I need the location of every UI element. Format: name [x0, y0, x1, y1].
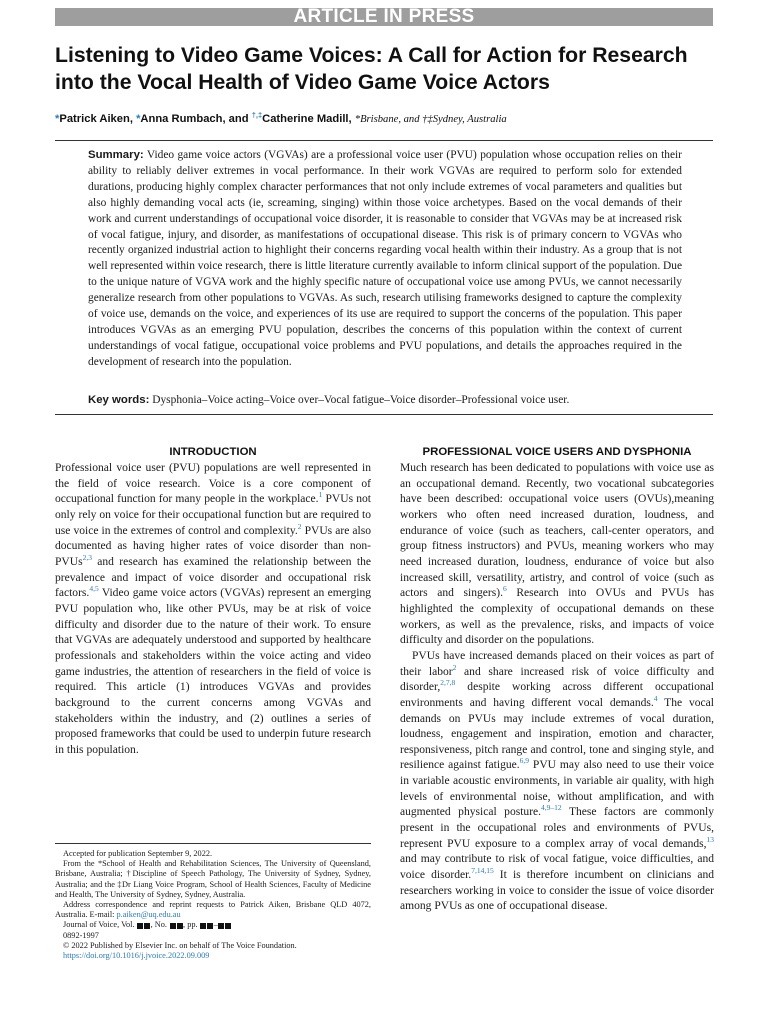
author-2-mark: *	[136, 113, 141, 125]
email-link[interactable]: p.aiken@uq.edu.au	[116, 910, 181, 920]
ref-link[interactable]: 4	[653, 694, 658, 703]
abstract-bottom-rule	[55, 414, 713, 415]
abstract-top-rule	[55, 140, 713, 141]
ref-link[interactable]: 13	[706, 834, 714, 844]
pvu-dysphonia-body	[400, 461, 714, 915]
correspondence-note: Address correspondence and reprint requests to Patrick Aiken, Brisbane QLD 4072, Australia. E-mail: p.aiken@uq.edu.au	[55, 900, 371, 920]
ref-link[interactable]: 4,9–12	[541, 803, 562, 813]
article-in-press-banner: ARTICLE IN PRESS	[55, 8, 713, 26]
ref-link[interactable]: 7,14,15	[471, 866, 494, 876]
doi-link[interactable]: https://doi.org/10.1016/j.jvoice.2022.09.009	[63, 951, 210, 961]
summary-label: Summary:	[88, 149, 144, 161]
author-2-name: Anna Rumbach, and	[140, 113, 249, 125]
author-line	[55, 110, 725, 125]
footnote-rule	[55, 843, 371, 844]
pvu-paragraph-1: Much research has been dedicated to populations with voice use as an occupational demand. Recently, two vocational subcategories have been described: occupational voice users (OVUs),meaning workers who often need increased duration, loudness, and endurance of voice (such as teachers, call-center operators, and group fitness instructors) and PVUs, meaning workers who may need increased duration, loudness, endurance of voice but also increased skill, versatility, artistry, and control of voice (such as actors and singers).$^6$ Research into OVUs and PVUs has highlighted the complexity of occupational demands on these workers, as well as the prevalence, risks, and impacts of voice difficulty and disorder on the populations.	[400, 462, 714, 647]
author-affiliation: *Brisbane, and †‡Sydney, Australia	[354, 114, 507, 125]
author-3-name: Catherine Madill,	[262, 113, 352, 125]
ref-link[interactable]: 2	[297, 521, 302, 531]
ref-link[interactable]: 2,7,8	[440, 678, 456, 688]
issn: 0892-1997	[63, 930, 99, 940]
ref-link[interactable]: 6,9	[519, 756, 530, 766]
copyright: © 2022 Published by Elsevier Inc. on behalf of The Voice Foundation.	[63, 940, 297, 950]
introduction-body	[55, 461, 371, 758]
author-1-mark: *	[55, 113, 60, 125]
article-footnote	[55, 849, 371, 961]
article-title: Listening to Video Game Voices: A Call for Action for Research into the Vocal Health of Video Game Voice Actors	[55, 44, 688, 94]
accepted-date: Accepted for publication September 9, 2022.	[63, 849, 213, 858]
author-1-name: Patrick Aiken,	[59, 113, 133, 125]
introduction-heading: INTRODUCTION	[169, 446, 257, 458]
affiliations-note: From the *School of Health and Rehabilitation Sciences, The University of Queensland, Brisbane, Australia; †Discipline of Speech Pathology, The University of Sydney, Sydney, Australia; and the ‡Dr Liang Voice Program, School of Health Sciences, Faculty of Medicine and Health, The University of Sydney, Sydney, Australia.	[55, 859, 371, 899]
ref-link[interactable]: 2	[452, 662, 457, 672]
ref-link[interactable]: 4,5	[89, 584, 99, 594]
pvu-dysphonia-heading: PROFESSIONAL VOICE USERS AND DYSPHONIA	[422, 446, 692, 458]
ref-link[interactable]: 2,3	[82, 553, 92, 563]
journal-citation: Journal of Voice, Vol. , No. , pp. –	[55, 920, 371, 930]
pvu-paragraph-2: PVUs have increased demands placed on their voices as part of their labor$^2$ and share increased risk of voice difficulty and disorder,$^{2,7,8}$ despite working across different occupational environments and having different vocal demands.$^4$ The vocal demands on PVUs may include extremes of vocal duration, loudness, engagement and inspiration, emotion and character, responsiveness, pitch range and control, tone and singing style, and resilience against fatigue.$^{6,9}$ PVU may also need to use their voice in variable acoustic environments, in variable air quality, with high levels of environmental noise, without amplification, and with augmented physical posture.$^{4,9-12}$ These factors are commonly present in the occupational roles and environments of PVUs, represent PVU exposure to a complex array of vocal demands,$^{13}$ and may contribute to risk of vocal fatigue, voice difficulties, and voice disorder.$^{7,14,15}$ It is therefore incumbent on clinicians and researchers working in voice to consider the issue of voice disorder among PVUs as one of occupational disease.	[400, 649, 715, 913]
ref-link[interactable]: 6	[502, 584, 507, 594]
keywords-label: Key words:	[88, 394, 150, 406]
abstract-summary	[88, 148, 682, 371]
keywords	[88, 392, 708, 408]
keywords-text: Dysphonia–Voice acting–Voice over–Vocal fatigue–Voice disorder–Professional voice user.	[152, 394, 570, 406]
author-3-mark: †,‡	[251, 110, 263, 120]
ref-link[interactable]: 1	[318, 490, 323, 500]
introduction-paragraph: Professional voice user (PVU) populations are well represented in the field of voice research. Voice is a core component of occupational function for many people in the workplace.$^1$ PVUs not only rely on voice for their occupational function but are required to use voice in the extremes of control and complexity.$^2$ PVUs are also documented as having higher rates of voice disorder than non-PVUs$^{2,3}$ and research has examined the relationship between the prevalence and impact of voice disorder and occupational risk factors.$^{4,5}$ Video game voice actors (VGVAs) represent an emerging PVU population who, like other PVUs, may be at risk of voice difficulty and disorder due to the nature of their work. To ensure that VGVAs are adequately understood and supported by healthcare professionals and stakeholders within the voice acting and video game industries, the attention of researchers in the field of voice is required. This article (1) introduces VGVAs and provides background to the current concerns among VGVAs and stakeholders within the industry, and (2) outlines a series of proposed frameworks that could be used to underpin future research in this population.	[55, 462, 372, 756]
summary-text: Video game voice actors (VGVAs) are a professional voice user (PVU) population whose occupation relies on their ability to reliably deliver extremes in vocal performance. In their work VGVAs are required to perform solo for extended durations, producing highly complex character performances that not only include extremes of vocal parameters and qualities but also highly demanding vocal acts (ie, screaming, singing) within those voice archetypes. Based on the vocal demands of their work and current understandings of occupational voice disorder, it is reasonable to consider that VGVAs may be at increased risk of vocal fatigue, injury, and disorder, as manifestations of occupational disease. This risk is of primary concern to VGVAs who recently organized industrial action to highlight their concerns regarding vocal health within their industry. As a group that is not well represented within voice research, there is little literature currently available to inform clinical support of the population. Due to the unique nature of VGVA work and the highly specific nature of occupational voice use among PVUs, we cannot necessarily generalize research from other populations to VGVAs. As such, research utilising frameworks designed to capture the complexity of voice use, demands on the voice, and experiences of its use are required to support the concerns of the population. This paper introduces VGVAs as an emerging PVU population, describes the concerns of this population within the context of current understandings of vocal fatigue, occupational voice problems and PVU populations, and details the approaches required in the development of research into the population.	[88, 149, 682, 368]
